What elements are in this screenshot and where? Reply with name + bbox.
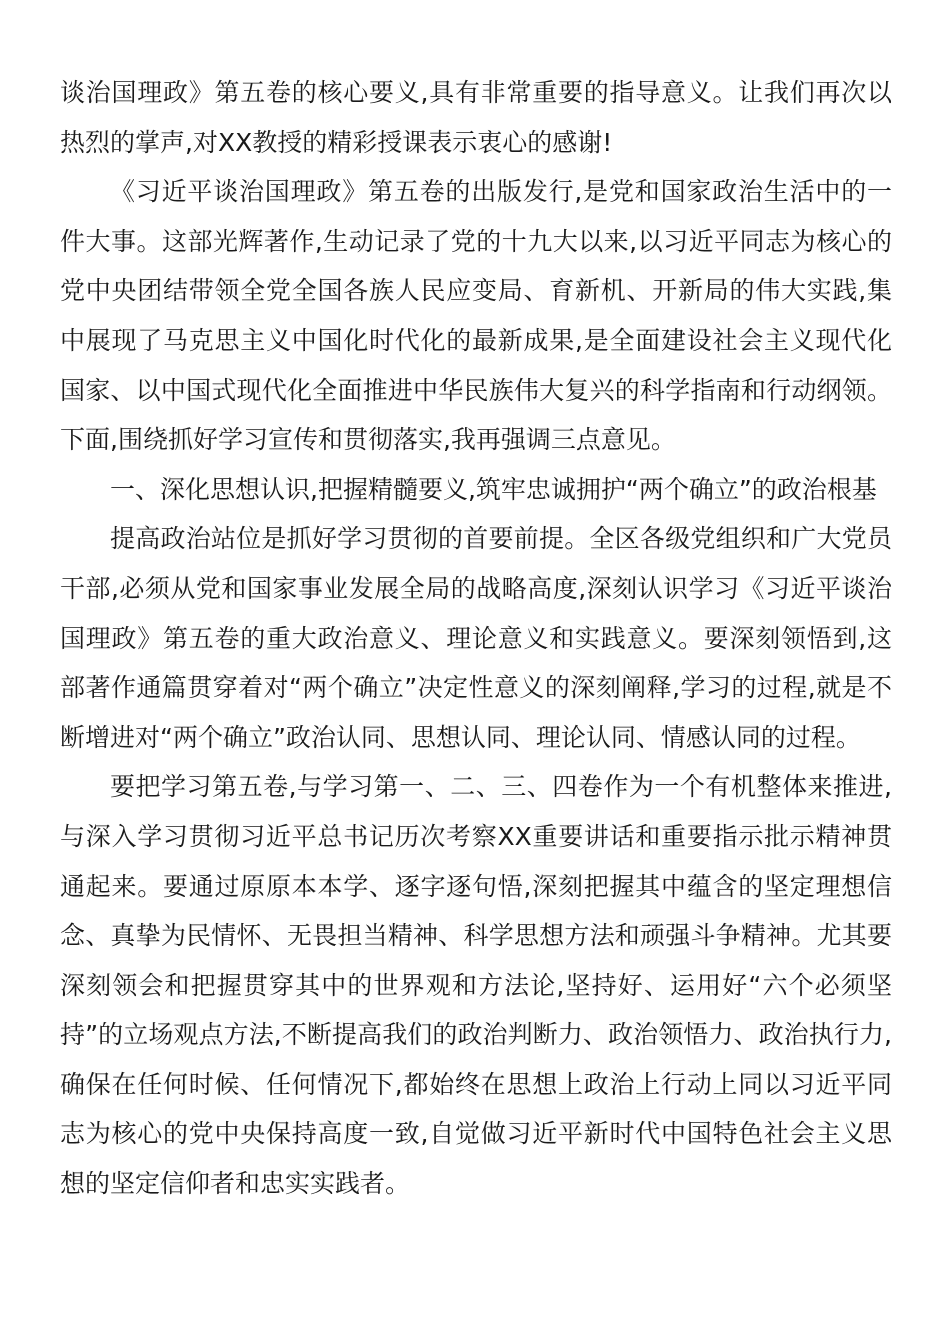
section-heading-one: 一、深化思想认识,把握精髓要义,筑牢忠诚拥护“两个确立”的政治根基 — [110, 474, 877, 504]
paragraph-closing-remarks: 谈治国理政》第五卷的核心要义,具有非常重要的指导意义。让我们再次以热烈的掌声,对XX教授的精彩授课表示衷心的感谢! — [60, 78, 892, 157]
paragraph-study-approach: 要把学习第五卷,与学习第一、二、三、四卷作为一个有机整体来推进,与深入学习贯彻习近平总书记历次考察XX重要讲话和重要指示批示精神贯通起来。要通过原原本本学、逐字逐句悟,深刻把握其中蕴含的坚定理想信念、真挚为民情怀、无畏担当精神、科学思想方法和顽强斗争精神。尤其要深刻领会和把握贯穿其中的世界观和方法论,坚持好、运用好“六个必须坚持”的立场观点方法,不断提高我们的政治判断力、政治领悟力、政治执行力,确保在任何时候、任何情况下,都始终在思想上政治上行动上同以习近平同志为核心的党中央保持高度一致,自觉做习近平新时代中国特色社会主义思想的坚定信仰者和忠实实践者。 — [60, 772, 892, 1199]
paragraph-political-stance: 提高政治站位是抓好学习贯彻的首要前提。全区各级党组织和广大党员干部,必须从党和国家事业发展全局的战略高度,深刻认识学习《习近平谈治国理政》第五卷的重大政治意义、理论意义和实践意义。要深刻领悟到,这部著作通篇贯穿着对“两个确立”决定性意义的深刻阐释,学习的过程,就是不断增进对“两个确立”政治认同、思想认同、理论认同、情感认同的过程。 — [60, 524, 892, 752]
paragraph-publication-significance: 《习近平谈治国理政》第五卷的出版发行,是党和国家政治生活中的一件大事。这部光辉著作,生动记录了党的十九大以来,以习近平同志为核心的党中央团结带领全党全国各族人民应变局、育新机、开新局的伟大实践,集中展现了马克思主义中国化时代化的最新成果,是全面建设社会主义现代化国家、以中国式现代化全面推进中华民族伟大复兴的科学指南和行动纲领。下面,围绕抓好学习宣传和贯彻落实,我再强调三点意见。 — [60, 177, 892, 455]
document-body — [60, 68, 892, 1209]
